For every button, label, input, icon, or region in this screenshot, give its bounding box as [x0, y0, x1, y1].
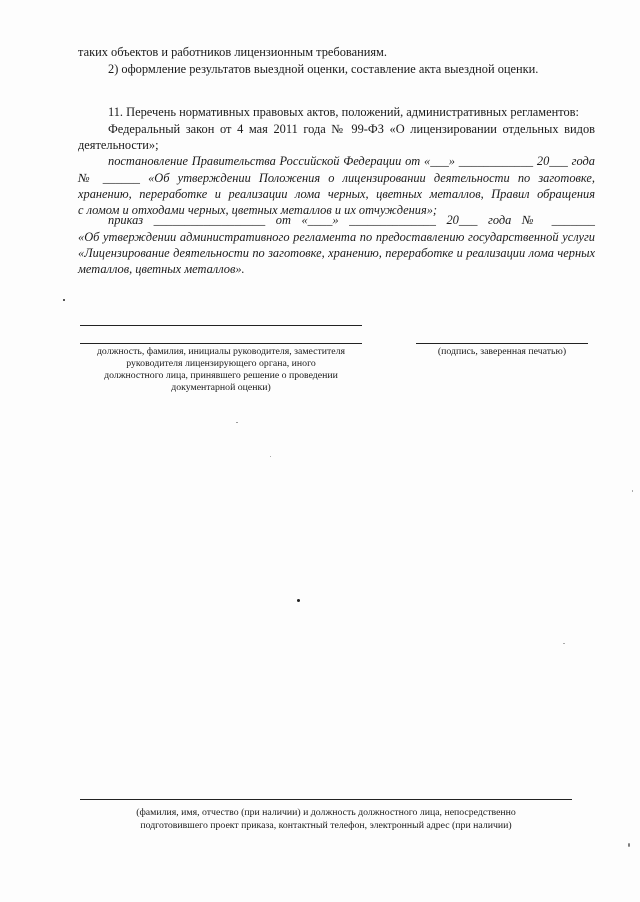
- text-line-7: № ______ «Об утверждении Положения о лицензировании деятельности по заготовке,: [78, 171, 595, 185]
- scan-speck: [563, 643, 565, 644]
- scan-speck: [628, 843, 630, 847]
- scan-speck: [63, 299, 65, 301]
- text-line-8: хранению, переработке и реализации лома черных, цветных металлов, Правил обращения: [78, 187, 595, 201]
- text-line-2: 2) оформление результатов выездной оценки, составление акта выездной оценки.: [108, 62, 539, 76]
- text-line-12: «Лицензирование деятельности по заготовке, хранению, переработке и реализации лома черных: [78, 246, 595, 260]
- footer-caption-1: (фамилия, имя, отчество (при наличии) и должность должностного лица, непосредственно: [136, 807, 516, 818]
- signature-caption-left-2: руководителя лицензирующего органа, иного: [126, 358, 316, 369]
- signature-line-upper: [80, 325, 362, 326]
- text-line-1: таких объектов и работников лицензионным требованиям.: [78, 45, 387, 59]
- signature-line-left: [80, 343, 362, 344]
- text-line-6: постановление Правительства Российской Федерации от «___» ____________ 20___ года: [108, 154, 595, 168]
- text-line-5: деятельности»;: [78, 138, 159, 152]
- footer-line: [80, 799, 572, 800]
- scan-speck: [632, 490, 633, 492]
- text-line-13: металлов, цветных металлов».: [78, 262, 245, 276]
- scan-speck: [236, 422, 238, 423]
- signature-caption-left-4: документарной оценки): [171, 382, 271, 393]
- signature-caption-left-1: должность, фамилия, инициалы руководителя, заместителя: [96, 346, 346, 357]
- scan-speck: [297, 599, 300, 602]
- footer-caption-2: подготовившего проект приказа, контактный телефон, электронный адрес (при наличии): [140, 820, 512, 831]
- text-line-10: приказ __________________ от «____» ______________ 20___ года № _______: [108, 213, 595, 227]
- text-line-11: «Об утверждении административного регламента по предоставлению государственной услуги: [78, 230, 595, 244]
- signature-caption-right: (подпись, заверенная печатью): [437, 346, 567, 357]
- signature-caption-left-3: должностного лица, принявшего решение о проведении: [104, 370, 338, 381]
- section-heading: 11. Перечень нормативных правовых актов, положений, административных регламентов:: [108, 105, 579, 119]
- scan-speck: [270, 456, 271, 457]
- text-line-4: Федеральный закон от 4 мая 2011 года № 99-ФЗ «О лицензировании отдельных видов: [108, 122, 595, 136]
- text-line-9: с ломом и отходами черных, цветных металлов и их отчуждения»;: [78, 203, 438, 217]
- signature-line-right: [416, 343, 588, 344]
